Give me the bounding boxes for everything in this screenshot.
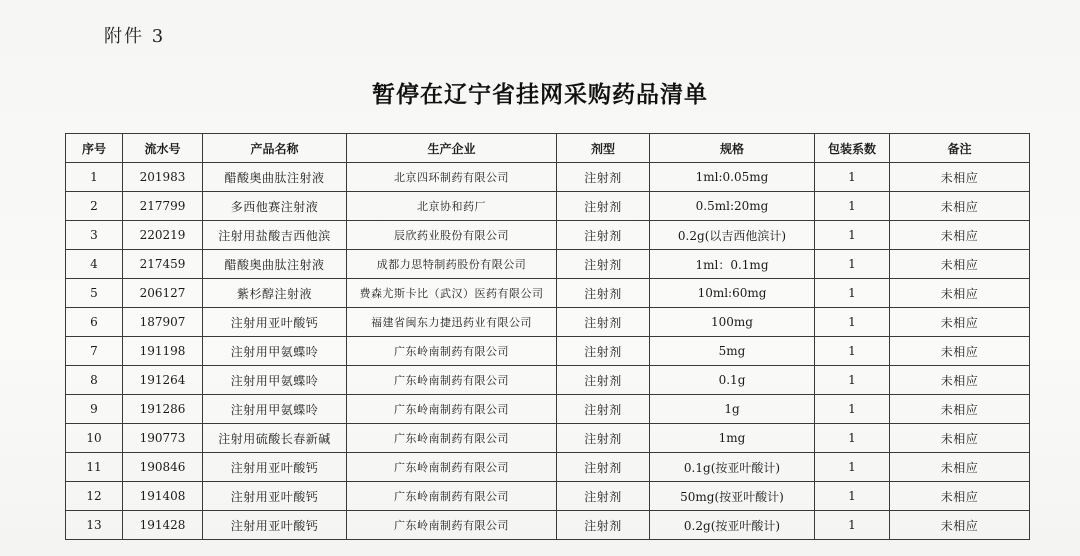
cell-manufacturer: 广东岭南制药有限公司 — [347, 424, 557, 453]
cell-remark: 未相应 — [890, 250, 1030, 279]
cell-remark: 未相应 — [890, 163, 1030, 192]
cell-dosage-form: 注射剂 — [557, 366, 650, 395]
cell-dosage-form: 注射剂 — [557, 395, 650, 424]
cell-spec: 0.1g — [650, 366, 815, 395]
cell-remark: 未相应 — [890, 221, 1030, 250]
cell-serial: 206127 — [123, 279, 203, 308]
cell-pack-factor: 1 — [815, 482, 890, 511]
cell-manufacturer: 费森尤斯卡比（武汉）医药有限公司 — [347, 279, 557, 308]
cell-manufacturer: 广东岭南制药有限公司 — [347, 511, 557, 540]
cell-serial: 191286 — [123, 395, 203, 424]
attachment-label: 附件 3 — [104, 26, 166, 47]
table-row — [66, 337, 1030, 366]
cell-serial: 187907 — [123, 308, 203, 337]
drug-list-table — [65, 133, 1030, 540]
header-serial: 流水号 — [123, 134, 203, 163]
cell-remark: 未相应 — [890, 192, 1030, 221]
cell-pack-factor: 1 — [815, 250, 890, 279]
cell-product: 醋酸奥曲肽注射液 — [203, 250, 347, 279]
table-row — [66, 453, 1030, 482]
cell-seq: 5 — [66, 279, 123, 308]
cell-manufacturer: 成都力思特制药股份有限公司 — [347, 250, 557, 279]
cell-seq: 11 — [66, 453, 123, 482]
cell-pack-factor: 1 — [815, 337, 890, 366]
cell-remark: 未相应 — [890, 453, 1030, 482]
cell-seq: 6 — [66, 308, 123, 337]
cell-product: 醋酸奥曲肽注射液 — [203, 163, 347, 192]
cell-pack-factor: 1 — [815, 366, 890, 395]
cell-remark: 未相应 — [890, 511, 1030, 540]
cell-seq: 3 — [66, 221, 123, 250]
table-body — [66, 163, 1030, 540]
cell-spec: 1ml：0.1mg — [650, 250, 815, 279]
cell-serial: 217459 — [123, 250, 203, 279]
table-row — [66, 221, 1030, 250]
cell-manufacturer: 广东岭南制药有限公司 — [347, 482, 557, 511]
cell-dosage-form: 注射剂 — [557, 250, 650, 279]
cell-pack-factor: 1 — [815, 221, 890, 250]
cell-product: 注射用亚叶酸钙 — [203, 453, 347, 482]
cell-manufacturer: 广东岭南制药有限公司 — [347, 337, 557, 366]
table-header-row — [66, 134, 1030, 163]
cell-product: 注射用亚叶酸钙 — [203, 308, 347, 337]
table-row — [66, 395, 1030, 424]
cell-serial: 201983 — [123, 163, 203, 192]
cell-pack-factor: 1 — [815, 511, 890, 540]
cell-remark: 未相应 — [890, 279, 1030, 308]
cell-spec: 1ml:0.05mg — [650, 163, 815, 192]
cell-spec: 10ml:60mg — [650, 279, 815, 308]
cell-seq: 10 — [66, 424, 123, 453]
cell-manufacturer: 北京四环制药有限公司 — [347, 163, 557, 192]
cell-dosage-form: 注射剂 — [557, 163, 650, 192]
table-row — [66, 163, 1030, 192]
cell-remark: 未相应 — [890, 424, 1030, 453]
table-row — [66, 279, 1030, 308]
cell-pack-factor: 1 — [815, 279, 890, 308]
cell-product: 注射用硫酸长春新碱 — [203, 424, 347, 453]
cell-serial: 220219 — [123, 221, 203, 250]
cell-serial: 191428 — [123, 511, 203, 540]
cell-spec: 100mg — [650, 308, 815, 337]
cell-remark: 未相应 — [890, 482, 1030, 511]
cell-product: 注射用甲氨蝶呤 — [203, 337, 347, 366]
cell-remark: 未相应 — [890, 395, 1030, 424]
cell-product: 紫杉醇注射液 — [203, 279, 347, 308]
header-seq: 序号 — [66, 134, 123, 163]
cell-seq: 9 — [66, 395, 123, 424]
cell-remark: 未相应 — [890, 308, 1030, 337]
cell-dosage-form: 注射剂 — [557, 308, 650, 337]
cell-pack-factor: 1 — [815, 308, 890, 337]
cell-remark: 未相应 — [890, 337, 1030, 366]
cell-seq: 1 — [66, 163, 123, 192]
cell-seq: 12 — [66, 482, 123, 511]
page-title: 暂停在辽宁省挂网采购药品清单 — [372, 81, 708, 108]
cell-dosage-form: 注射剂 — [557, 511, 650, 540]
cell-pack-factor: 1 — [815, 163, 890, 192]
cell-spec: 50mg(按亚叶酸计) — [650, 482, 815, 511]
cell-manufacturer: 北京协和药厂 — [347, 192, 557, 221]
cell-pack-factor: 1 — [815, 453, 890, 482]
cell-dosage-form: 注射剂 — [557, 482, 650, 511]
cell-pack-factor: 1 — [815, 395, 890, 424]
cell-serial: 190846 — [123, 453, 203, 482]
cell-serial: 217799 — [123, 192, 203, 221]
header-product: 产品名称 — [203, 134, 347, 163]
cell-seq: 7 — [66, 337, 123, 366]
cell-seq: 2 — [66, 192, 123, 221]
cell-serial: 191198 — [123, 337, 203, 366]
header-remark: 备注 — [890, 134, 1030, 163]
cell-pack-factor: 1 — [815, 192, 890, 221]
cell-manufacturer: 广东岭南制药有限公司 — [347, 395, 557, 424]
cell-dosage-form: 注射剂 — [557, 192, 650, 221]
cell-spec: 0.2g(按亚叶酸计) — [650, 511, 815, 540]
cell-serial: 190773 — [123, 424, 203, 453]
header-spec: 规格 — [650, 134, 815, 163]
cell-remark: 未相应 — [890, 366, 1030, 395]
cell-seq: 8 — [66, 366, 123, 395]
cell-spec: 1g — [650, 395, 815, 424]
cell-serial: 191264 — [123, 366, 203, 395]
cell-product: 注射用甲氨蝶呤 — [203, 395, 347, 424]
cell-dosage-form: 注射剂 — [557, 424, 650, 453]
cell-spec: 1mg — [650, 424, 815, 453]
table-row — [66, 366, 1030, 395]
cell-manufacturer: 广东岭南制药有限公司 — [347, 366, 557, 395]
cell-serial: 191408 — [123, 482, 203, 511]
cell-product: 注射用亚叶酸钙 — [203, 482, 347, 511]
header-pack-factor: 包装系数 — [815, 134, 890, 163]
cell-product: 注射用盐酸吉西他滨 — [203, 221, 347, 250]
cell-seq: 4 — [66, 250, 123, 279]
header-dosage-form: 剂型 — [557, 134, 650, 163]
cell-spec: 0.2g(以吉西他滨计) — [650, 221, 815, 250]
table-row — [66, 192, 1030, 221]
cell-pack-factor: 1 — [815, 424, 890, 453]
cell-dosage-form: 注射剂 — [557, 279, 650, 308]
cell-product: 注射用甲氨蝶呤 — [203, 366, 347, 395]
table-row — [66, 511, 1030, 540]
cell-dosage-form: 注射剂 — [557, 337, 650, 366]
cell-dosage-form: 注射剂 — [557, 453, 650, 482]
cell-manufacturer: 辰欣药业股份有限公司 — [347, 221, 557, 250]
table-row — [66, 308, 1030, 337]
cell-seq: 13 — [66, 511, 123, 540]
cell-spec: 5mg — [650, 337, 815, 366]
table-row — [66, 424, 1030, 453]
cell-spec: 0.1g(按亚叶酸计) — [650, 453, 815, 482]
header-manufacturer: 生产企业 — [347, 134, 557, 163]
cell-manufacturer: 广东岭南制药有限公司 — [347, 453, 557, 482]
table-row — [66, 482, 1030, 511]
cell-manufacturer: 福建省闽东力捷迅药业有限公司 — [347, 308, 557, 337]
cell-product: 多西他赛注射液 — [203, 192, 347, 221]
cell-spec: 0.5ml:20mg — [650, 192, 815, 221]
cell-product: 注射用亚叶酸钙 — [203, 511, 347, 540]
table-row — [66, 250, 1030, 279]
cell-dosage-form: 注射剂 — [557, 221, 650, 250]
